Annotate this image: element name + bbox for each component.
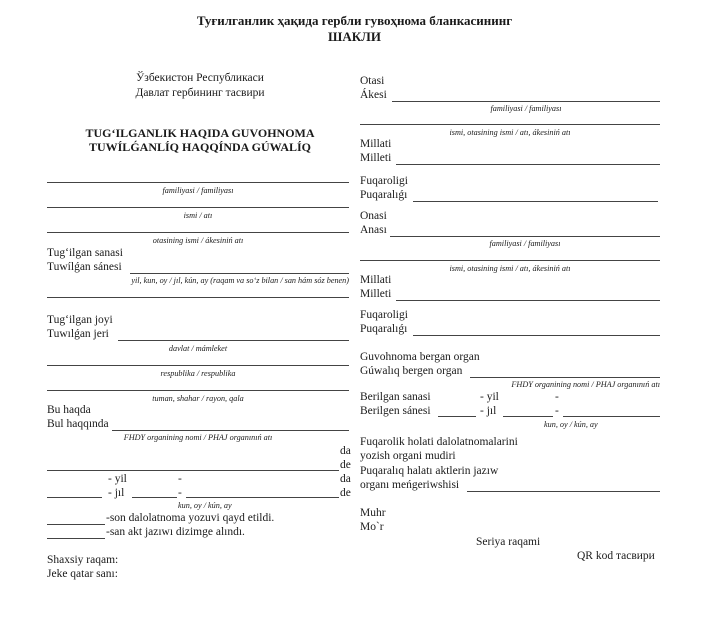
mother-citizenship-line	[413, 335, 660, 336]
father-citizenship-uz: Fuqaroligi	[360, 175, 408, 187]
personal-number-kk: Jeke qatar sanı:	[47, 568, 118, 580]
head-title-3: Puqaralıq halatı aktlerin jazıw	[360, 465, 499, 477]
birth-place-label-uz: Tug‘ilgan joyi	[47, 314, 113, 326]
record-label-uz: Bu haqda	[47, 404, 91, 416]
dash-2: -	[178, 487, 182, 499]
certificate-title-uz: TUG‘ILGANLIK HAQIDA GUVOHNOMA	[85, 126, 315, 140]
mother-label-uz: Onasi	[360, 210, 387, 222]
issue-date-caption: kun, oy / kún, ay	[544, 420, 598, 429]
patronymic-caption: otasining ismi / ákesiniń atı	[152, 236, 244, 245]
birth-date-line-2	[47, 297, 349, 298]
father-nationality-line	[396, 164, 660, 165]
head-title-4: organı meńgeriwshisi	[360, 479, 460, 491]
act-number-line-2	[47, 538, 105, 539]
head-title-2: yozish organi mudiri	[360, 450, 456, 462]
year-label-kk: - jıl	[108, 487, 125, 499]
mother-nationality-kk: Milleti	[360, 288, 392, 300]
issue-day-line	[503, 416, 553, 417]
issue-date-label-kk: Berilgen sánesi	[360, 405, 431, 417]
issue-year-uz: - yil	[480, 391, 499, 403]
father-citizenship-kk: Puqaralıǵı	[360, 189, 408, 201]
issue-dash-2: -	[555, 405, 559, 417]
issue-month-line	[563, 416, 660, 417]
dash-1: -	[178, 473, 182, 485]
republic-line	[47, 365, 349, 366]
name-caption: ismi / atı	[183, 211, 213, 220]
seal-label-uz: Muhr	[360, 507, 386, 519]
year-label-uz: - yil	[108, 473, 127, 485]
personal-number-uz: Shaxsiy raqam:	[47, 554, 119, 566]
issuer-label-uz: Guvohnoma bergan organ	[360, 351, 480, 363]
certificate-title-kk: TUWÍLǴANLÍQ HAQQÍNDA GÚWALÍQ	[88, 140, 312, 154]
country-caption: davlat / mámleket	[168, 344, 228, 353]
registry-line-2	[47, 470, 339, 471]
record-label-kk: Bul haqqında	[47, 418, 109, 430]
issuer-line	[470, 377, 660, 378]
surname-caption: familiyasi / familiyası	[162, 186, 234, 195]
mother-surname-line	[390, 236, 660, 237]
form-heading-line2: ШАКЛИ	[328, 29, 381, 44]
emblem-caption-2: Давлат гербининг тасвири	[135, 87, 265, 99]
date-short-caption: kun, oy / kún, ay	[178, 501, 232, 510]
father-label-kk: Ákesi	[360, 89, 387, 101]
form-heading-line1: Туғилганлик ҳақида гербли гувоҳнома бланкасининг	[196, 13, 513, 28]
surname-line	[47, 182, 349, 183]
issue-dash-1: -	[555, 391, 559, 403]
emblem-caption-1: Ўзбекистон Республикаси	[136, 72, 264, 84]
mother-name-line	[360, 260, 660, 261]
birth-date-label-kk: Tuwílǵan sánesi	[47, 261, 122, 273]
issue-date-label-uz: Berilgan sanasi	[360, 391, 431, 403]
suffix-de-1: de	[340, 459, 351, 471]
mother-citizenship-kk: Puqaralıǵı	[360, 323, 408, 335]
republic-caption: respublika / respublika	[160, 369, 236, 378]
father-surname-caption: familiyasi / familiyası	[490, 104, 562, 113]
year-blank-line	[47, 497, 102, 498]
seal-label-kk: Mo`r	[360, 521, 384, 533]
name-line	[47, 207, 349, 208]
father-surname-line	[392, 101, 660, 102]
month-blank-line	[186, 497, 339, 498]
patronymic-line	[47, 232, 349, 233]
registry-line	[112, 430, 349, 431]
mother-label-kk: Anası	[360, 224, 387, 236]
suffix-da-1: da	[340, 445, 351, 457]
mother-nationality-line	[396, 300, 660, 301]
father-nationality-kk: Milleti	[360, 152, 392, 164]
act-text-uz: -son dalolatnoma yozuvi qayd etildi.	[106, 512, 275, 524]
suffix-da-2: da	[340, 473, 351, 485]
father-name-line	[360, 124, 660, 125]
district-line	[47, 390, 349, 391]
suffix-de-2: de	[340, 487, 351, 499]
head-title-1: Fuqarolik holati dalolatnomalarini	[360, 436, 518, 448]
birth-date-line	[130, 273, 349, 274]
issuer-label-kk: Gúwalıq bergen organ	[360, 365, 463, 377]
issue-year-kk: - jıl	[480, 405, 497, 417]
head-signature-line	[467, 491, 660, 492]
father-label-uz: Otasi	[360, 75, 385, 87]
father-nationality-uz: Millati	[360, 138, 392, 150]
day-blank-line	[132, 497, 177, 498]
birth-date-caption: yil, kun, oy / jıl, kún, ay (raqam va so‘z bilan / san hám sóz benen)	[131, 276, 349, 285]
series-number-label: Seriya raqami	[476, 536, 541, 548]
issuer-caption: FHDY organining nomi / PHAJ organınıń atı	[511, 380, 660, 389]
act-number-line	[47, 524, 105, 525]
district-caption: tuman, shahar / rayon, qala	[152, 394, 244, 403]
qr-code-label: QR kod тасвири	[577, 550, 655, 562]
mother-surname-caption: familiyasi / familiyası	[489, 239, 561, 248]
country-line	[118, 340, 349, 341]
father-name-caption: ismi, otasining ismi / atı, ákesiniń atı	[449, 128, 571, 137]
father-citizenship-line	[413, 201, 658, 202]
registry-caption: FHDY organining nomi / PHAJ organınıń atı	[123, 433, 273, 442]
issue-year-line	[438, 416, 476, 417]
birth-place-label-kk: Tuwılǵan jeri	[47, 328, 109, 340]
mother-name-caption: ismi, otasining ismi / atı, ákesiniń atı	[449, 264, 571, 273]
mother-citizenship-uz: Fuqaroligi	[360, 309, 408, 321]
birth-date-label-uz: Tug‘ilgan sanasi	[47, 247, 123, 259]
act-text-kk: -san akt jazıwı dizimge alındı.	[106, 526, 245, 538]
mother-nationality-uz: Millati	[360, 274, 392, 286]
